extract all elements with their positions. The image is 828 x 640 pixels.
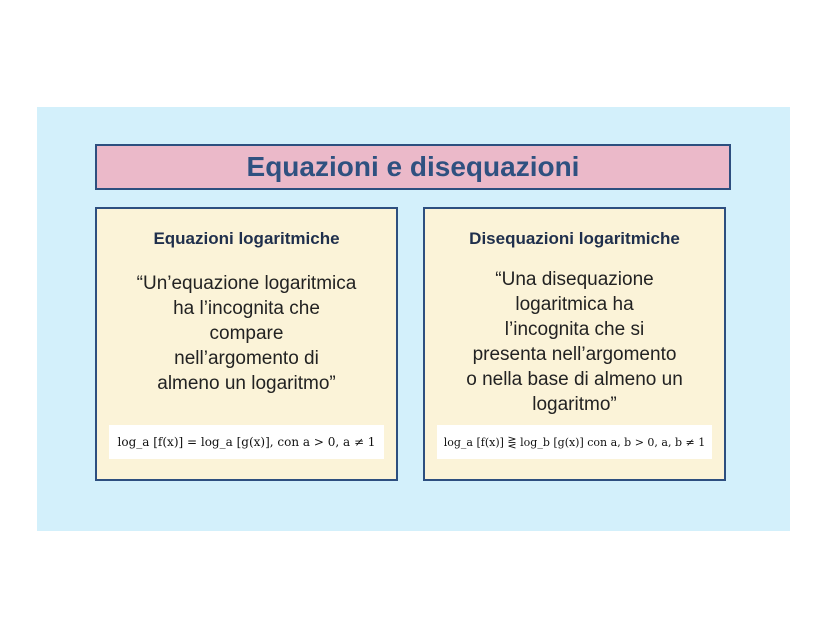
definition-line: compare	[209, 323, 284, 344]
definition-line: logaritmo”	[532, 394, 617, 415]
definition-line: presenta nell’argomento	[472, 344, 677, 365]
definition-line: almeno un logaritmo”	[157, 373, 336, 394]
definition-line: ha l’incognita che	[173, 298, 320, 319]
definition-line: l’incognita che si	[504, 319, 645, 340]
equations-card	[95, 207, 398, 481]
definition-line: o nella base di almeno un	[466, 369, 683, 390]
definition-line: nell’argomento di	[174, 348, 319, 369]
equations-definition	[111, 271, 382, 396]
definition-line: “Un’equazione logaritmica	[136, 273, 357, 294]
inequalities-card	[423, 207, 726, 481]
definition-line: logaritmica ha	[515, 294, 634, 315]
equation-formula: log_a [f(x)] = log_a [g(x)], con a > 0, a ≠ 1	[109, 425, 384, 459]
title-banner	[95, 144, 731, 190]
slide	[37, 107, 790, 531]
equations-heading: Equazioni logaritmiche	[153, 229, 340, 248]
definition-line: “Una disequazione	[495, 269, 654, 290]
inequality-formula: log_a [f(x)] ⋛ log_b [g(x)] con a, b > 0, a, b ≠ 1	[437, 425, 712, 459]
inequalities-heading: Disequazioni logaritmiche	[469, 229, 680, 248]
slide-title: Equazioni e disequazioni	[246, 151, 580, 182]
inequalities-definition	[439, 267, 710, 417]
